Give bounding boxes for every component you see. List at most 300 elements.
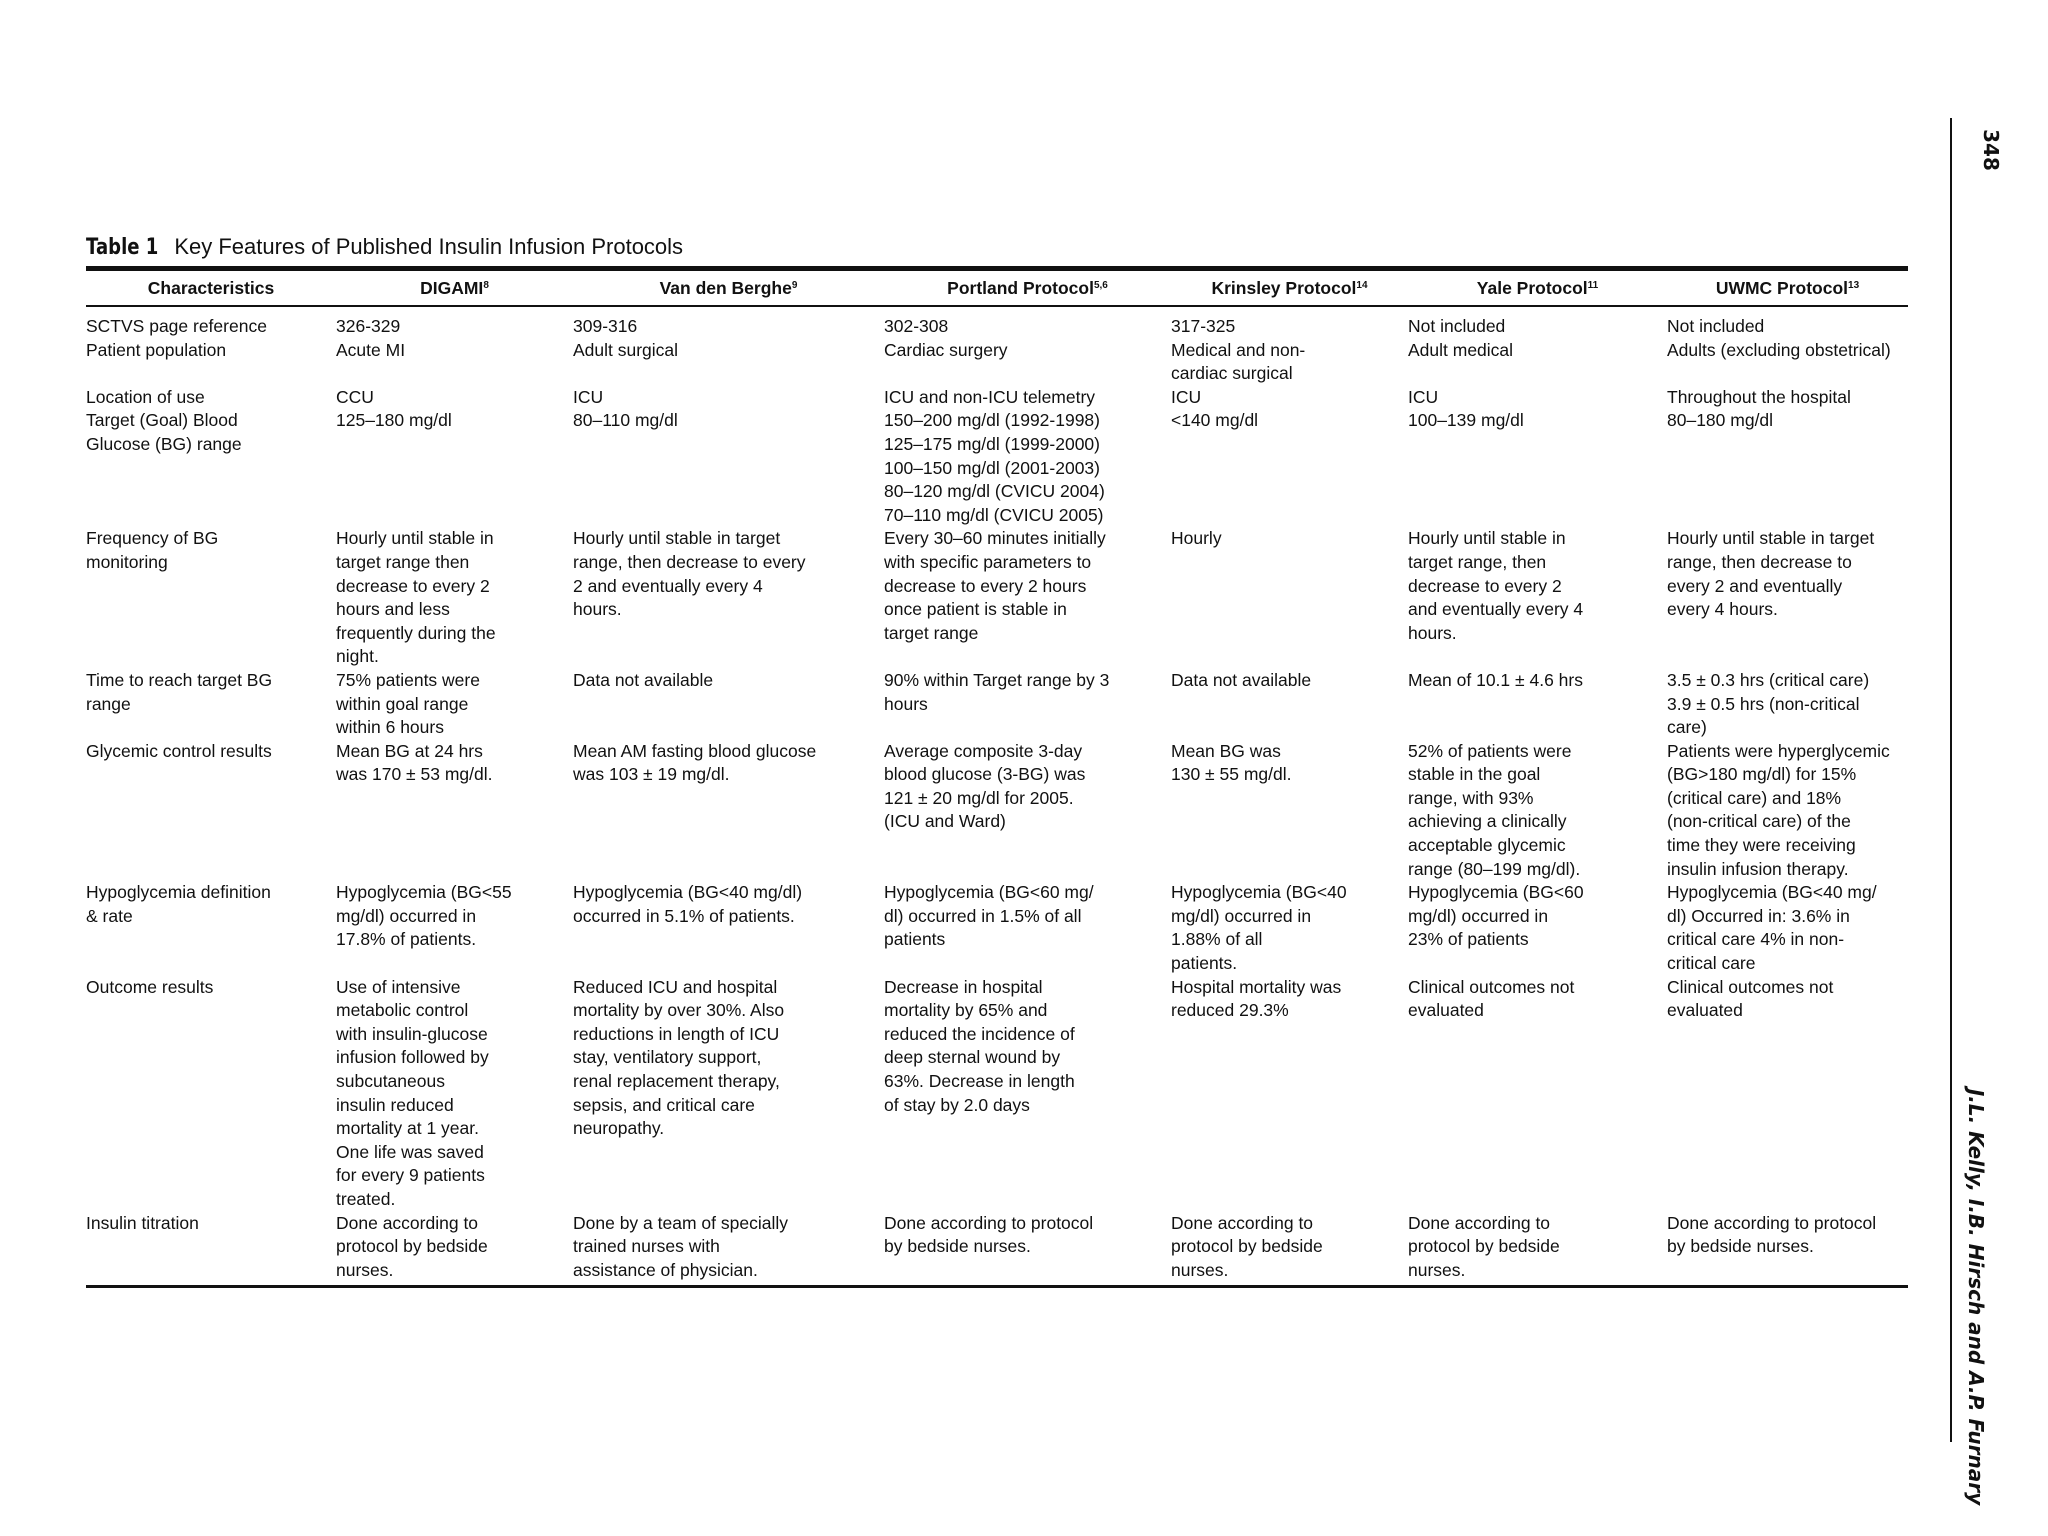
cell-line: 150–200 mg/dl (1992-1998) xyxy=(884,410,1100,431)
cell-line: Done according to xyxy=(1408,1212,1551,1233)
table-cell xyxy=(336,386,573,410)
cell-line: was 103 ± 19 mg/dl. xyxy=(573,764,730,785)
cell-text xyxy=(336,1212,573,1283)
cell-text xyxy=(336,386,573,410)
table-cell xyxy=(336,881,573,975)
cell-line: Hypoglycemia (BG<40 mg/ xyxy=(1667,882,1877,903)
column-header-label: Van den Berghe xyxy=(659,277,792,298)
cell-line: 130 ± 55 mg/dl. xyxy=(1171,764,1292,785)
cell-text xyxy=(1667,315,1908,339)
cell-line: 90% within Target range by 3 xyxy=(884,669,1110,690)
cell-line: Mean of 10.1 ± 4.6 hrs xyxy=(1408,669,1583,690)
table-cell xyxy=(336,409,573,527)
cell-text xyxy=(573,976,884,1141)
cell-line: SCTVS page reference xyxy=(86,316,267,336)
cell-text xyxy=(1667,409,1908,433)
table-cell xyxy=(1171,339,1408,386)
column-header-reference: 9 xyxy=(791,279,798,291)
cell-line: Hourly until stable in target xyxy=(1667,528,1875,549)
cell-text xyxy=(1667,669,1908,740)
table-cell xyxy=(336,339,573,386)
cell-text xyxy=(1171,315,1408,339)
table-cell xyxy=(1408,409,1667,527)
cell-line: Hospital mortality was xyxy=(1171,976,1342,997)
cell-line: Hourly until stable in xyxy=(336,528,494,549)
cell-line: Hourly until stable in target xyxy=(573,528,781,549)
table-row xyxy=(86,669,1908,740)
table-cell xyxy=(1171,305,1408,339)
row-header-cell xyxy=(86,339,336,386)
column-header-portland-protocol xyxy=(884,271,1171,305)
cell-line: (ICU and Ward) xyxy=(884,811,1006,832)
cell-line: infusion followed by xyxy=(336,1047,489,1068)
cell-text xyxy=(1171,669,1408,693)
cell-line: by bedside nurses. xyxy=(1667,1236,1814,1257)
cell-line: mg/dl) occurred in xyxy=(1171,905,1312,926)
table-cell xyxy=(884,305,1171,339)
running-head-text: J.L. Kelly, I.B. Hirsch and A.P. Furnary xyxy=(1964,1088,1988,1506)
cell-line: 2 and eventually every 4 xyxy=(573,575,763,596)
column-header-yale-protocol xyxy=(1408,271,1667,305)
cell-line: protocol by bedside xyxy=(336,1236,488,1257)
table-cell xyxy=(336,1212,573,1283)
protocols-table xyxy=(86,271,1908,1282)
cell-text xyxy=(86,339,336,363)
cell-line: 17.8% of patients. xyxy=(336,929,477,950)
cell-line: care) xyxy=(1667,717,1707,738)
table-cell xyxy=(1171,740,1408,882)
cell-line: Hourly xyxy=(1171,528,1222,549)
cell-line: dl) occurred in 1.5% of all xyxy=(884,905,1082,926)
cell-text xyxy=(1667,740,1908,882)
cell-text xyxy=(884,527,1171,645)
table-bottom-rule xyxy=(86,1285,1908,1288)
cell-text xyxy=(884,1212,1171,1259)
cell-line: 63%. Decrease in length xyxy=(884,1071,1075,1091)
cell-text xyxy=(573,409,884,433)
table-body xyxy=(86,305,1908,1282)
cell-text xyxy=(1171,1212,1408,1283)
table-cell xyxy=(884,409,1171,527)
cell-text xyxy=(1408,386,1667,410)
cell-line: Data not available xyxy=(573,669,714,690)
cell-line: range (80–199 mg/dl). xyxy=(1408,858,1581,879)
cell-text xyxy=(1171,976,1408,1023)
table-cell xyxy=(1408,669,1667,740)
cell-line: sepsis, and critical care xyxy=(573,1094,755,1115)
table-row xyxy=(86,409,1908,527)
cell-line: treated. xyxy=(336,1188,396,1209)
cell-line: Done according to xyxy=(336,1212,479,1233)
margin-vertical-rule xyxy=(1950,118,1952,1442)
cell-line: Done according to xyxy=(1171,1212,1314,1233)
table-row xyxy=(86,976,1908,1212)
cell-text xyxy=(86,976,336,1000)
cell-text xyxy=(573,669,884,693)
cell-line: patients. xyxy=(1171,953,1238,974)
table-cell xyxy=(573,976,884,1212)
cell-line: reduced 29.3% xyxy=(1171,1000,1289,1021)
table-cell xyxy=(1408,527,1667,669)
table-cell xyxy=(573,305,884,339)
cell-text xyxy=(1171,881,1408,975)
table-cell xyxy=(884,881,1171,975)
cell-line: Not included xyxy=(1408,316,1506,336)
cell-text xyxy=(1408,1212,1667,1283)
table-cell xyxy=(573,881,884,975)
page-number: 348 xyxy=(1978,129,2003,171)
cell-text xyxy=(1171,740,1408,787)
row-header-cell xyxy=(86,386,336,410)
cell-line: 125–175 mg/dl (1999-2000) xyxy=(884,433,1100,454)
cell-line: Frequency of BG xyxy=(86,528,219,549)
cell-text xyxy=(1408,976,1667,1023)
cell-line: Average composite 3-day xyxy=(884,740,1083,761)
table-row xyxy=(86,740,1908,882)
table-cell xyxy=(573,527,884,669)
column-header-reference: 11 xyxy=(1587,279,1599,291)
row-header-cell xyxy=(86,740,336,882)
cell-text xyxy=(1408,409,1667,433)
cell-line: within 6 hours xyxy=(336,717,444,738)
cell-line: nurses. xyxy=(336,1259,394,1280)
cell-line: hours xyxy=(884,693,928,714)
cell-line: critical care xyxy=(1667,953,1756,974)
table-cell xyxy=(1408,305,1667,339)
table-row xyxy=(86,305,1908,339)
cell-text xyxy=(336,409,573,433)
cell-line: Mean AM fasting blood glucose xyxy=(573,740,817,761)
column-header-van-den-berghe xyxy=(573,271,884,305)
cell-text xyxy=(86,315,336,339)
table-row xyxy=(86,527,1908,669)
cell-line: ICU xyxy=(1171,386,1202,407)
cell-line: subcutaneous xyxy=(336,1071,445,1091)
cell-line: trained nurses with xyxy=(573,1236,720,1257)
cell-text xyxy=(1408,669,1667,693)
cell-line: night. xyxy=(336,646,379,667)
cell-text xyxy=(86,1212,336,1236)
cell-line: Time to reach target BG xyxy=(86,669,273,690)
cell-line: insulin reduced xyxy=(336,1094,454,1115)
cell-line: Hourly until stable in xyxy=(1408,528,1566,549)
cell-line: range, then decrease to every xyxy=(573,551,806,572)
column-header-reference: 14 xyxy=(1356,279,1368,291)
cell-line: Hypoglycemia (BG<55 xyxy=(336,882,512,903)
table-cell xyxy=(1171,527,1408,669)
cell-text xyxy=(1171,409,1408,433)
cell-line: mg/dl) occurred in xyxy=(1408,905,1549,926)
cell-line: critical care 4% in non- xyxy=(1667,929,1845,950)
table-cell xyxy=(1667,305,1908,339)
cell-line: ICU xyxy=(1408,386,1439,407)
table-cell xyxy=(1667,386,1908,410)
cell-line: (critical care) and 18% xyxy=(1667,787,1842,808)
cell-text xyxy=(1667,386,1908,410)
cell-line: target range xyxy=(884,622,979,643)
row-header-cell xyxy=(86,881,336,975)
cell-line: CCU xyxy=(336,386,374,407)
cell-line: metabolic control xyxy=(336,1000,469,1021)
cell-text xyxy=(1408,339,1667,363)
cell-line: Every 30–60 minutes initially xyxy=(884,528,1106,549)
cell-line: mortality by 65% and xyxy=(884,1000,1048,1021)
table-cell xyxy=(1171,881,1408,975)
column-header-label: Yale Protocol xyxy=(1476,277,1588,298)
table-cell xyxy=(884,386,1171,410)
cell-text xyxy=(1408,740,1667,882)
cell-text xyxy=(86,386,336,410)
cell-line: ICU xyxy=(573,386,604,407)
cell-line: evaluated xyxy=(1408,1000,1484,1021)
column-header-characteristics xyxy=(86,271,336,305)
cell-text xyxy=(336,669,573,740)
cell-line: once patient is stable in xyxy=(884,599,1067,620)
cell-line: Clinical outcomes not xyxy=(1667,976,1834,997)
table-cell xyxy=(884,740,1171,882)
cell-line: 317-325 xyxy=(1171,316,1236,336)
cell-line: monitoring xyxy=(86,551,168,572)
cell-line: 3.9 ± 0.5 hrs (non-critical xyxy=(1667,693,1860,714)
cell-line: 121 ± 20 mg/dl for 2005. xyxy=(884,787,1074,808)
cell-line: 309-316 xyxy=(573,316,638,336)
cell-line: Mean BG at 24 hrs xyxy=(336,740,483,761)
cell-text xyxy=(884,315,1171,339)
table-cell xyxy=(336,669,573,740)
cell-line: 125–180 mg/dl xyxy=(336,410,452,431)
cell-line: Adults (excluding obstetrical) xyxy=(1667,339,1891,360)
cell-text xyxy=(1667,339,1908,363)
table-cell xyxy=(573,740,884,882)
cell-line: cardiac surgical xyxy=(1171,363,1293,384)
cell-text xyxy=(1171,527,1408,551)
cell-line: Hypoglycemia (BG<40 mg/dl) xyxy=(573,882,803,903)
table-cell xyxy=(1408,881,1667,975)
table-cell xyxy=(1667,881,1908,975)
table-row xyxy=(86,386,1908,410)
cell-line: stable in the goal xyxy=(1408,764,1541,785)
cell-line: evaluated xyxy=(1667,1000,1743,1021)
cell-line: frequently during the xyxy=(336,622,496,643)
cell-line: Data not available xyxy=(1171,669,1312,690)
cell-text xyxy=(336,315,573,339)
row-header-cell xyxy=(86,976,336,1212)
cell-line: ICU and non-ICU telemetry xyxy=(884,386,1096,407)
cell-line: 75% patients were xyxy=(336,669,480,690)
table-title: Key Features of Published Insulin Infusion Protocols xyxy=(174,234,684,259)
cell-line: patients xyxy=(884,929,946,950)
cell-line: hours and less xyxy=(336,599,450,620)
cell-line: hours. xyxy=(1408,622,1457,643)
cell-line: 100–139 mg/dl xyxy=(1408,410,1524,431)
column-header-krinsley-protocol xyxy=(1171,271,1408,305)
cell-line: decrease to every 2 xyxy=(1408,575,1562,596)
cell-text xyxy=(86,669,336,716)
cell-line: acceptable glycemic xyxy=(1408,835,1566,856)
cell-line: 80–180 mg/dl xyxy=(1667,410,1774,431)
table-cell xyxy=(1171,1212,1408,1283)
column-header-uwmc-protocol xyxy=(1667,271,1908,305)
cell-line: 80–120 mg/dl (CVICU 2004) xyxy=(884,481,1105,502)
column-header-digami xyxy=(336,271,573,305)
cell-text xyxy=(573,740,884,787)
cell-line: Patients were hyperglycemic xyxy=(1667,740,1890,761)
table-cell xyxy=(1408,386,1667,410)
cell-line: Cardiac surgery xyxy=(884,339,1008,360)
row-header-cell xyxy=(86,527,336,669)
cell-line: Mean BG was xyxy=(1171,740,1281,761)
cell-text xyxy=(86,527,336,574)
row-header-cell xyxy=(86,1212,336,1283)
cell-text xyxy=(1171,339,1408,386)
column-header-label: DIGAMI xyxy=(420,277,484,298)
cell-line: for every 9 patients xyxy=(336,1165,485,1186)
cell-text xyxy=(884,339,1171,363)
cell-line: with insulin-glucose xyxy=(336,1023,488,1044)
cell-line: renal replacement therapy, xyxy=(573,1071,780,1091)
cell-line: Glucose (BG) range xyxy=(86,433,242,454)
cell-line: blood glucose (3-BG) was xyxy=(884,764,1086,785)
cell-line: mg/dl) occurred in xyxy=(336,905,477,926)
cell-text xyxy=(1408,315,1667,339)
table-cell xyxy=(573,669,884,740)
cell-line: reductions in length of ICU xyxy=(573,1023,780,1044)
cell-line: Reduced ICU and hospital xyxy=(573,976,778,997)
table-cell xyxy=(1171,976,1408,1212)
cell-text xyxy=(573,527,884,621)
table-cell xyxy=(884,976,1171,1212)
table-cell xyxy=(1171,669,1408,740)
cell-line: Glycemic control results xyxy=(86,740,272,761)
cell-text xyxy=(884,881,1171,952)
cell-line: Target (Goal) Blood xyxy=(86,410,238,431)
column-header-label: UWMC Protocol xyxy=(1715,277,1849,298)
cell-line: (non-critical care) of the xyxy=(1667,811,1851,832)
table-cell xyxy=(1171,409,1408,527)
table-row xyxy=(86,1212,1908,1283)
cell-line: every 4 hours. xyxy=(1667,599,1778,620)
table-cell xyxy=(884,527,1171,669)
cell-line: range, then decrease to xyxy=(1667,551,1852,572)
cell-line: time they were receiving xyxy=(1667,835,1856,856)
cell-line: target range, then xyxy=(1408,551,1547,572)
cell-line: dl) Occurred in: 3.6% in xyxy=(1667,905,1850,926)
cell-line: mortality by over 30%. Also xyxy=(573,1000,785,1021)
table-cell xyxy=(573,1212,884,1283)
table-header xyxy=(86,271,1908,305)
cell-line: & rate xyxy=(86,905,133,926)
cell-line: range xyxy=(86,693,131,714)
cell-line: occurred in 5.1% of patients. xyxy=(573,905,795,926)
cell-line: 1.88% of all xyxy=(1171,929,1263,950)
table-cell xyxy=(336,305,573,339)
cell-line: Patient population xyxy=(86,339,227,360)
cell-line: stay, ventilatory support, xyxy=(573,1047,762,1068)
cell-line: Use of intensive xyxy=(336,976,461,997)
cell-line: 3.5 ± 0.3 hrs (critical care) xyxy=(1667,669,1870,690)
table-cell xyxy=(573,409,884,527)
table-cell xyxy=(1667,669,1908,740)
cell-line: Hypoglycemia (BG<60 xyxy=(1408,882,1584,903)
cell-line: 70–110 mg/dl (CVICU 2005) xyxy=(884,504,1104,525)
table-cell xyxy=(1171,386,1408,410)
cell-line: reduced the incidence of xyxy=(884,1023,1075,1044)
cell-text xyxy=(884,976,1171,1118)
cell-line: hours. xyxy=(573,599,622,620)
cell-line: mortality at 1 year. xyxy=(336,1118,479,1139)
table-cell xyxy=(1667,976,1908,1212)
table-cell xyxy=(1667,740,1908,882)
cell-text xyxy=(1667,881,1908,975)
cell-line: Hypoglycemia definition xyxy=(86,882,271,903)
table-caption xyxy=(86,234,683,260)
cell-line: of stay by 2.0 days xyxy=(884,1094,1030,1115)
cell-text xyxy=(1667,1212,1908,1259)
cell-line: range, with 93% xyxy=(1408,787,1534,808)
cell-line: Outcome results xyxy=(86,976,214,997)
column-header-label: Krinsley Protocol xyxy=(1211,277,1357,298)
cell-text xyxy=(86,881,336,928)
cell-line: Clinical outcomes not xyxy=(1408,976,1575,997)
cell-line: Decrease in hospital xyxy=(884,976,1043,997)
cell-line: every 2 and eventually xyxy=(1667,575,1843,596)
table-cell xyxy=(573,339,884,386)
cell-text xyxy=(336,740,573,787)
cell-line: One life was saved xyxy=(336,1141,484,1162)
table-cell xyxy=(884,1212,1171,1283)
table-cell xyxy=(573,386,884,410)
cell-line: 100–150 mg/dl (2001-2003) xyxy=(884,457,1100,478)
cell-line: Hypoglycemia (BG<40 xyxy=(1171,882,1347,903)
cell-line: was 170 ± 53 mg/dl. xyxy=(336,764,493,785)
cell-line: achieving a clinically xyxy=(1408,811,1567,832)
cell-line: nurses. xyxy=(1171,1259,1229,1280)
cell-line: nurses. xyxy=(1408,1259,1466,1280)
cell-line: Adult surgical xyxy=(573,339,679,360)
table-cell xyxy=(1408,976,1667,1212)
cell-line: Insulin titration xyxy=(86,1212,199,1233)
column-header-label: Characteristics xyxy=(147,277,275,298)
cell-text xyxy=(1667,527,1908,621)
cell-text xyxy=(336,527,573,669)
cell-line: within goal range xyxy=(336,693,469,714)
table-cell xyxy=(1667,409,1908,527)
cell-line: Not included xyxy=(1667,316,1765,336)
cell-text xyxy=(573,881,884,928)
cell-text xyxy=(1667,976,1908,1023)
cell-line: protocol by bedside xyxy=(1408,1236,1560,1257)
cell-line: decrease to every 2 xyxy=(336,575,490,596)
cell-text xyxy=(86,740,336,764)
table-label: Table 1 xyxy=(86,235,159,260)
column-header-reference: 13 xyxy=(1848,279,1860,291)
cell-line: Throughout the hospital xyxy=(1667,386,1851,407)
cell-line: Adult medical xyxy=(1408,339,1514,360)
cell-line: (BG>180 mg/dl) for 15% xyxy=(1667,764,1857,785)
cell-text xyxy=(1408,527,1667,645)
table-header-row xyxy=(86,271,1908,305)
cell-text xyxy=(336,881,573,952)
cell-line: insulin infusion therapy. xyxy=(1667,858,1849,879)
table-cell xyxy=(336,740,573,882)
cell-line: Acute MI xyxy=(336,339,406,360)
cell-text xyxy=(86,409,336,456)
cell-line: Done according to protocol xyxy=(884,1212,1094,1233)
row-header-cell xyxy=(86,669,336,740)
cell-text xyxy=(884,409,1171,527)
cell-text xyxy=(573,1212,884,1283)
cell-text xyxy=(336,339,573,363)
